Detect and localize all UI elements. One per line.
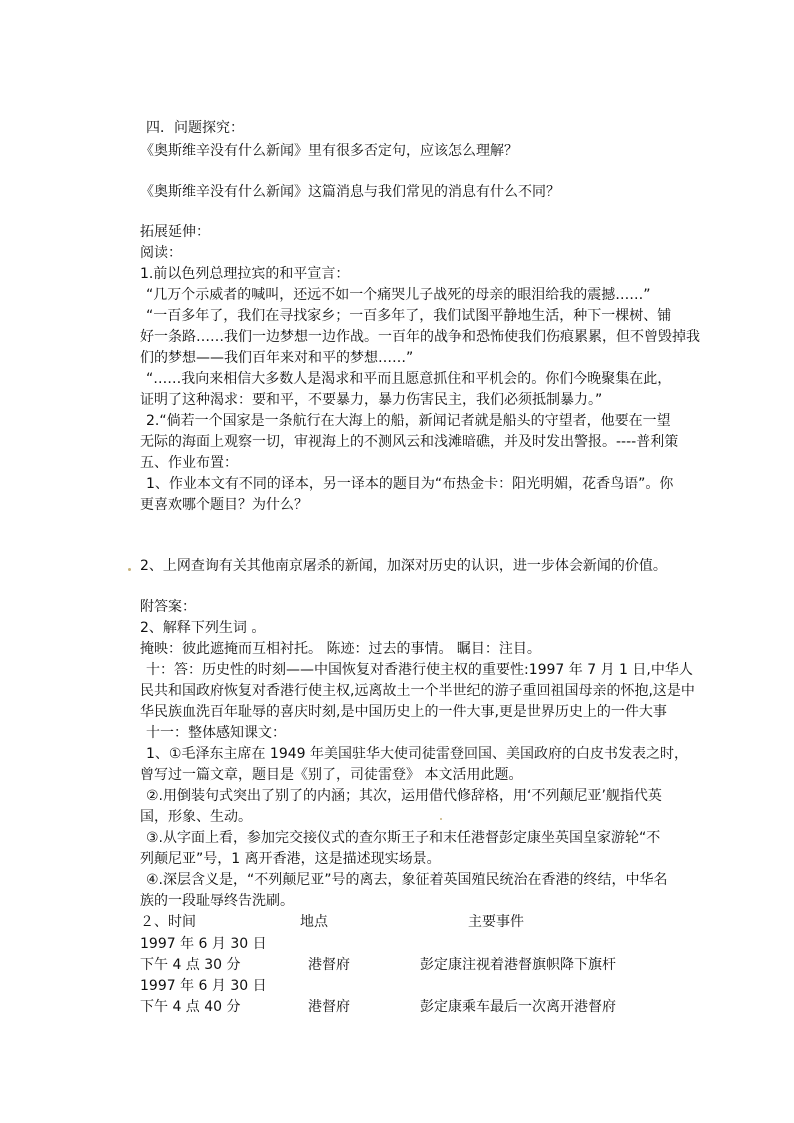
paragraph-line: 族的一段耻辱终告洗刷。 — [140, 893, 294, 909]
paragraph-line: 1、①毛泽东主席在 1949 年美国驻华大使司徒雷登回国、美国政府的白皮书发表之时， — [146, 746, 688, 762]
reading-item-title: 1.前以色列总理拉宾的和平宣言： — [140, 266, 350, 282]
paragraph-line: 更喜欢哪个题目？为什么？ — [140, 497, 308, 513]
table-cell-place: 港督府 — [308, 957, 350, 973]
section-heading-homework: 五、作业布置： — [140, 455, 238, 471]
section-heading-inquiry: 四．问题探究： — [146, 120, 244, 136]
paragraph-line: “一百多年了，我们在寻找家乡；一百多年了，我们试图平静地生活，种下一棵树、铺 — [146, 308, 672, 324]
paragraph-line: 2.“倘若一个国家是一条航行在大海上的船，新闻记者就是船头的守望者，他要在一望 — [146, 413, 671, 429]
paragraph-line: 华民族血洗百年耻辱的喜庆时刻,是中国历史上的一件大事,更是世界历史上的一件大事 — [140, 704, 667, 720]
paragraph-line: 2、上网查询有关其他南京屠杀的新闻，加深对历史的认识，进一步体会新闻的价值。 — [140, 558, 667, 574]
paragraph-line: 们的梦想——我们百年来对和平的梦想……” — [140, 350, 414, 366]
question-line: 《奥斯维辛没有什么新闻》里有很多否定句，应该怎么理解？ — [140, 143, 518, 159]
table-cell-time: 下午 4 点 40 分 — [140, 999, 241, 1015]
table-cell-time: 下午 4 点 30 分 — [140, 957, 241, 973]
paragraph-line: “几万个示威者的喊叫，还远不如一个痛哭儿子战死的母亲的眼泪给我的震撼……” — [146, 287, 651, 303]
paragraph-line: 十：答：历史性的时刻——中国恢复对香港行使主权的重要性:1997 年 7 月 1 日,中华人 — [146, 662, 693, 678]
table-header-time: ２、时间 — [140, 914, 196, 930]
paragraph-line: 好一条路……我们一边梦想一边作战。一百年的战争和恐怖使我们伤痕累累，但不曾毁掉我 — [140, 329, 700, 345]
paragraph-line: 十一：整体感知课文： — [146, 725, 286, 741]
table-header-place: 地点 — [300, 914, 328, 930]
paragraph-line: 1、作业本文有不同的译本，另一译本的题目为“布热金卡：阳光明媚，花香鸟语”。你 — [146, 476, 674, 492]
paragraph-line: 证明了这种渴求：要和平，不要暴力，暴力伤害民主，我们必须抵制暴力。” — [140, 392, 603, 408]
table-cell-event: 彭定康注视着港督旗帜降下旗杆 — [420, 957, 616, 973]
table-header-event: 主要事件 — [468, 914, 524, 930]
paragraph-line: 列颠尼亚”号，1 离开香港，这是描述现实场景。 — [140, 851, 441, 867]
paragraph-line: 曾写过一篇文章，题目是《别了，司徒雷登》 本文活用此题。 — [140, 767, 523, 783]
paragraph-line: 2、解释下列生词 。 — [140, 620, 266, 636]
paragraph-line: ④.深层含义是，“不列颠尼亚”号的离去，象征着英国殖民统治在香港的终结，中华名 — [146, 872, 668, 888]
table-cell-place: 港督府 — [308, 999, 350, 1015]
section-heading-answers: 附答案： — [140, 599, 196, 615]
paragraph-line: 掩映：彼此遮掩而互相衬托。 陈迹：过去的事情。 瞩目：注目。 — [140, 641, 541, 657]
table-cell-event: 彭定康乘车最后一次离开港督府 — [420, 999, 616, 1015]
question-line: 《奥斯维辛没有什么新闻》这篇消息与我们常见的消息有什么不同？ — [140, 184, 560, 200]
marker-dot — [440, 818, 442, 820]
paragraph-line: 无际的海面上观察一切，审视海上的不测风云和浅滩暗礁，并及时发出警报。----普利策 — [140, 434, 679, 450]
paragraph-line: 民共和国政府恢复对香港行使主权,远离故土一个半世纪的游子重回祖国母亲的怀抱,这是中 — [140, 683, 695, 699]
table-cell-time: 1997 年 6 月 30 日 — [140, 978, 267, 994]
table-cell-time: 1997 年 6 月 30 日 — [140, 936, 267, 952]
paragraph-line: 国，形象、生动。 — [140, 809, 252, 825]
paragraph-line: ③.从字面上看，参加完交接仪式的查尔斯王子和末任港督彭定康坐英国皇家游轮“不 — [146, 830, 661, 846]
section-heading-extension: 拓展延伸： — [140, 224, 210, 240]
reading-label: 阅读： — [140, 245, 182, 261]
marker-dot — [128, 568, 131, 571]
paragraph-line: “……我向来相信大多数人是渴求和平而且愿意抓住和平机会的。你们今晚聚集在此， — [146, 371, 672, 387]
paragraph-line: ②.用倒装句式突出了别了的内涵；其次，运用借代修辞格，用‘不列颠尼亚’舰指代英 — [146, 788, 662, 804]
